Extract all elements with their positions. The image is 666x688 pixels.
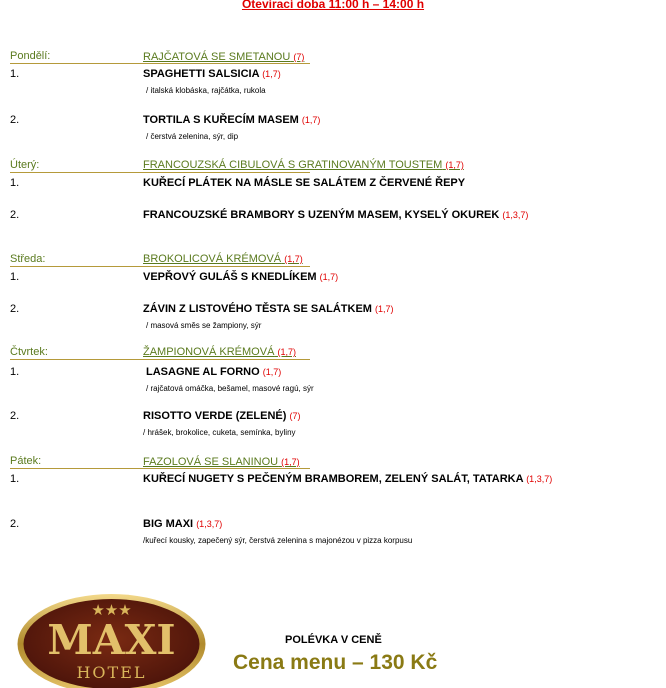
dish-description: / rajčatová omáčka, bešamel, masové ragú, sýr	[146, 384, 314, 393]
soup-allergens: (1,7)	[281, 457, 300, 467]
dish-allergens: (1,3,7)	[526, 474, 553, 484]
dish-allergens: (7)	[289, 411, 301, 421]
dish-name: TORTILA S KUŘECÍM MASEM (1,7)	[143, 114, 321, 126]
item-number: 1.	[10, 473, 20, 485]
dish-name: KUŘECÍ PLÁTEK NA MÁSLE SE SALÁTEM Z ČERVENÉ ŘEPY	[143, 177, 466, 189]
dish-description: / čerstvá zelenina, sýr, dip	[146, 132, 239, 141]
dish-name: VEPŘOVÝ GULÁŠ S KNEDLÍKEM (1,7)	[143, 271, 339, 283]
dish-name: ZÁVIN Z LISTOVÉHO TĚSTA SE SALÁTKEM (1,7)	[143, 303, 394, 315]
item-number: 1.	[10, 366, 20, 378]
soup-friday: FAZOLOVÁ SE SLANINOU (1,7)	[143, 456, 300, 468]
dish-allergens: (1,3,7)	[502, 210, 529, 220]
day-label-tuesday: Úterý:	[10, 159, 40, 171]
dish-description: / masová směs se žampiony, sýr	[146, 321, 262, 330]
dish-allergens: (1,7)	[262, 367, 282, 377]
dish-allergens: (1,7)	[319, 272, 339, 282]
dish-name: KUŘECÍ NUGETY S PEČENÝM BRAMBOREM, ZELENÝ SALÁT, TATARKA (1,3,7)	[143, 473, 553, 485]
dish-allergens: (1,3,7)	[196, 519, 223, 529]
soup-allergens: (1,7)	[284, 254, 303, 264]
dish-description: / hrášek, brokolice, cuketa, semínka, byliny	[143, 428, 296, 437]
day-label-wednesday: Středa:	[10, 253, 46, 265]
dish-name: RISOTTO VERDE (ZELENÉ) (7)	[143, 410, 301, 422]
item-number: 1.	[10, 68, 20, 80]
dish-name: FRANCOUZSKÉ BRAMBORY S UZENÝM MASEM, KYSELÝ OKUREK (1,3,7)	[143, 209, 529, 221]
day-divider	[10, 468, 310, 469]
item-number: 2.	[10, 209, 20, 221]
logo-wordmark: MAXI	[47, 616, 176, 664]
day-divider	[10, 172, 310, 173]
dish-description: /kuřecí kousky, zapečený sýr, čerstvá zelenina s majonézou v pizza korpusu	[143, 536, 413, 545]
soup-wednesday: BROKOLICOVÁ KRÉMOVÁ (1,7)	[143, 253, 303, 265]
dish-name: BIG MAXI (1,3,7)	[143, 518, 223, 530]
menu-price: Cena menu – 130 Kč	[233, 651, 438, 674]
item-number: 1.	[10, 177, 20, 189]
dish-name: LASAGNE AL FORNO (1,7)	[146, 366, 282, 378]
maxi-hotel-logo	[16, 592, 207, 688]
item-number: 2.	[10, 114, 20, 126]
day-divider	[10, 63, 310, 64]
item-number: 2.	[10, 518, 20, 530]
item-number: 1.	[10, 271, 20, 283]
soup-allergens: (1,7)	[277, 347, 296, 357]
day-label-monday: Pondělí:	[10, 50, 51, 62]
day-label-thursday: Čtvrtek:	[10, 346, 48, 358]
soup-allergens: (7)	[293, 52, 305, 62]
dish-allergens: (1,7)	[375, 304, 394, 314]
day-label-friday: Pátek:	[10, 455, 42, 467]
dish-allergens: (1,7)	[262, 69, 281, 79]
item-number: 2.	[10, 410, 20, 422]
dish-allergens: (1,7)	[301, 115, 321, 125]
day-divider	[10, 359, 310, 360]
logo-stars: ★★★	[91, 601, 132, 619]
day-divider	[10, 266, 310, 267]
dish-name: SPAGHETTI SALSICIA (1,7)	[143, 68, 281, 80]
soup-monday: RAJČATOVÁ SE SMETANOU (7)	[143, 51, 305, 63]
logo-subtitle: HOTEL	[76, 663, 147, 682]
soup-allergens: (1,7)	[445, 160, 464, 170]
soup-thursday: ŽAMPIONOVÁ KRÉMOVÁ (1,7)	[143, 346, 296, 358]
opening-hours: Otevírací doba 11:00 h – 14:00 h	[241, 0, 425, 11]
soup-included-note: POLÉVKA V CENĚ	[285, 634, 382, 646]
dish-description: / italská klobáska, rajčátka, rukola	[146, 86, 266, 95]
item-number: 2.	[10, 303, 20, 315]
soup-tuesday: FRANCOUZSKÁ CIBULOVÁ S GRATINOVANÝM TOUSTEM (1,7)	[143, 159, 464, 171]
